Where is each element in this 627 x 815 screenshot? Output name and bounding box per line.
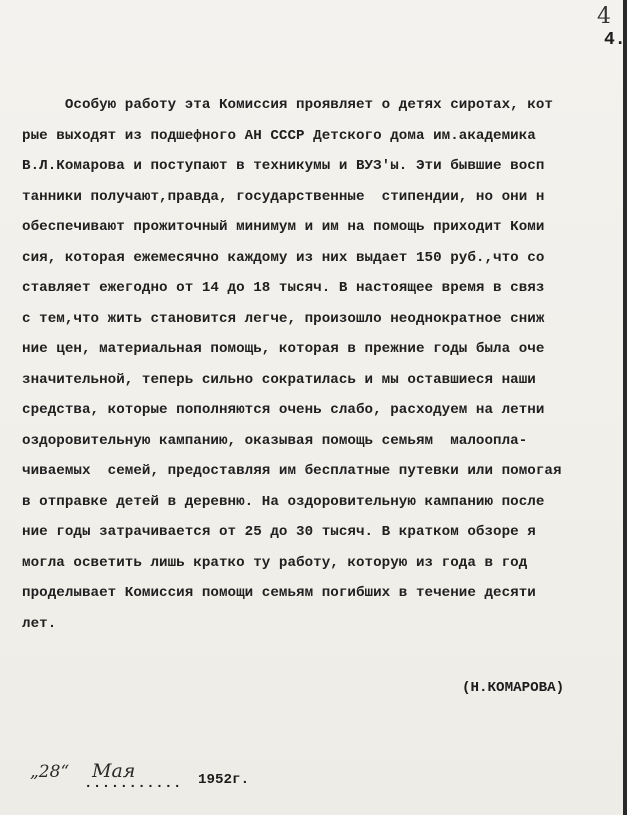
text-line: рые выходят из подшефного АН СССР Детского дома им.академика bbox=[22, 127, 536, 144]
body-text bbox=[22, 90, 627, 639]
text-line: средства, которые пополняются очень слабо, расходуем на летни bbox=[22, 402, 545, 418]
text-line: обеспечивают прожиточный минимум и им на помощь приходит Коми bbox=[22, 219, 545, 235]
text-line: ние цен, материальная помощь, которая в прежние годы была оче bbox=[22, 341, 545, 357]
text-line: В.Л.Комарова и поступают в техникумы и ВУЗ'ы. Эти бывшие восп bbox=[22, 158, 545, 174]
text-line: значительной, теперь сильно сократилась и мы оставшиеся наши bbox=[22, 371, 536, 388]
text-line: проделывает Комиссия помощи семьям погибших в течение десяти bbox=[22, 585, 536, 601]
text-line: сия, которая ежемесячно каждому из них выдает 150 руб.,что со bbox=[22, 249, 545, 266]
text-line: ние годы затрачивается от 25 до 30 тысяч. В кратком обзоре я bbox=[22, 524, 536, 540]
date-line bbox=[22, 762, 322, 798]
date-month: Мая bbox=[92, 760, 136, 782]
date-dots: ........... bbox=[84, 776, 182, 792]
text-line: оздоровительную кампанию, оказывая помощь семьям малоопла- bbox=[22, 432, 528, 449]
page-number: 4. bbox=[604, 30, 626, 50]
date-day: „28“ bbox=[30, 762, 70, 782]
text-line: Особую работу эта Комиссия проявляет о детях сиротах, кот bbox=[22, 97, 553, 113]
text-line: танники получают,правда, государственные стипендии, но они н bbox=[22, 188, 545, 205]
text-line: с тем,что жить становится легче, произошло неоднократное сниж bbox=[22, 310, 545, 327]
text-line: ставляет ежегодно от 14 до 18 тысяч. В настоящее время в связ bbox=[22, 280, 545, 296]
text-line: лет. bbox=[22, 615, 57, 632]
date-year: 1952г. bbox=[198, 772, 250, 788]
text-line: в отправке детей в деревню. На оздоровительную кампанию после bbox=[22, 493, 545, 510]
text-line: чиваемых семей, предоставляя им бесплатные путевки или помогая bbox=[22, 463, 562, 479]
corner-handwritten-mark: 4 bbox=[597, 4, 611, 29]
signature: (Н.КОМАРОВА) bbox=[462, 680, 565, 696]
text-line: могла осветить лишь кратко ту работу, которую из года в год bbox=[22, 554, 528, 571]
